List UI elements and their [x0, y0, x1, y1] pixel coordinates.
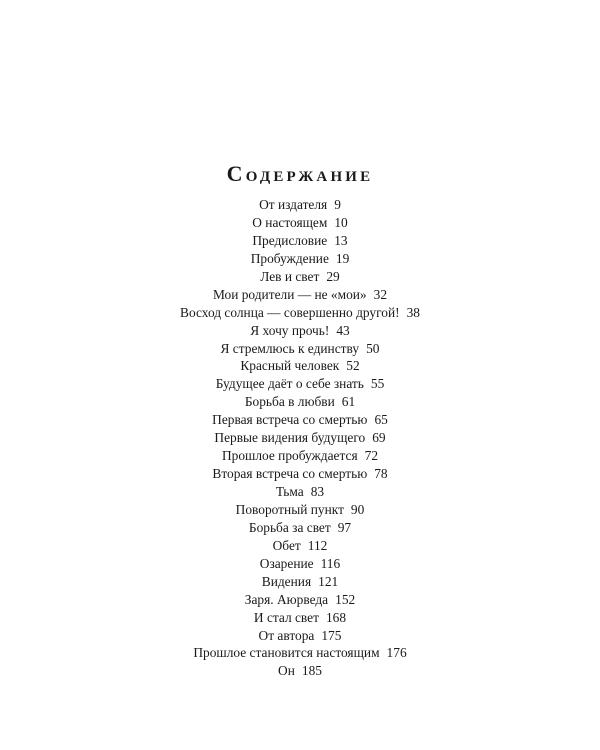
toc-entry-page-number: 175 [321, 627, 342, 643]
toc-entry [0, 573, 600, 591]
toc-entry-page-number: 90 [350, 501, 365, 517]
toc-entry [0, 662, 600, 680]
toc-entry-title: Я хочу прочь! [250, 322, 330, 338]
toc-entry-page-number: 97 [337, 519, 352, 535]
toc-entry-page-number: 10 [334, 214, 348, 230]
toc-entry [0, 250, 600, 268]
toc-entry-title: От издателя [259, 197, 328, 212]
toc-entry-title: И стал свет [253, 609, 319, 625]
toc-entry [0, 322, 600, 340]
toc-entry-title: Красный человек [240, 358, 340, 374]
toc-entry-page-number: 43 [336, 322, 350, 338]
toc-entry-page-number: 55 [370, 376, 385, 392]
toc-entry-page-number: 19 [335, 250, 350, 266]
toc-entry-title: Прошлое пробуждается [221, 448, 358, 464]
toc-entry-title: Борьба за свет [248, 519, 331, 535]
toc-entry-title: От автора [258, 627, 315, 643]
toc-entry-page-number: 65 [374, 412, 388, 428]
toc-entry-page-number: 112 [307, 537, 328, 553]
toc-entry-title: Мои родители — не «мои» [212, 286, 367, 302]
toc-entry [0, 555, 600, 573]
toc-entry [0, 537, 600, 555]
toc-entry [0, 196, 600, 214]
toc-entry-title: Прошлое становится настоящим [193, 645, 380, 661]
toc-entry [0, 340, 600, 358]
toc-entry-title: Предисловие [252, 232, 328, 248]
toc-entry-title: Первые видения будущего [214, 430, 366, 446]
toc-entry [0, 465, 600, 483]
toc-entry-page-number: 116 [320, 555, 341, 571]
toc-entry-page-number: 38 [406, 304, 420, 320]
toc-entry-page-number: 72 [364, 448, 379, 464]
toc-entry [0, 232, 600, 250]
toc-entry [0, 393, 600, 411]
toc-entry-title: Озарение [259, 555, 314, 571]
toc-entry-page-number: 52 [346, 358, 360, 374]
toc-entry [0, 304, 600, 322]
toc-entry-page-number: 78 [374, 466, 388, 482]
toc-entry-page-number: 69 [372, 430, 386, 446]
toc-entry [0, 627, 600, 645]
toc-entry [0, 501, 600, 519]
toc-entry-title: Поворотный пункт [235, 501, 344, 517]
toc-entry [0, 609, 600, 627]
toc-entry-page-number: 83 [310, 484, 325, 499]
toc-entry-title: Тьма [275, 484, 304, 499]
toc-entry [0, 591, 600, 609]
toc-entry-title: Он [278, 663, 295, 679]
toc-entry [0, 357, 600, 375]
toc-entry-title: Первая встреча со смертью [212, 412, 368, 428]
toc-entry-page-number: 29 [326, 268, 340, 284]
toc-entry-title: Я стремлюсь к единству [220, 340, 360, 356]
toc-entry-page-number: 185 [301, 663, 322, 679]
toc-entry [0, 286, 600, 304]
table-of-contents [0, 196, 600, 680]
toc-entry-page-number: 168 [325, 609, 347, 625]
toc-entry-page-number: 13 [334, 232, 348, 248]
toc-entry-page-number: 9 [334, 197, 341, 212]
toc-entry-title: Пробуждение [250, 250, 329, 266]
toc-entry-page-number: 50 [366, 340, 380, 356]
toc-entry-title: Будущее даёт о себе знать [215, 376, 364, 392]
page-title: Содержание [226, 160, 374, 186]
toc-entry-title: О настоящем [252, 214, 328, 230]
toc-entry [0, 411, 600, 429]
toc-entry-title: Обет [272, 537, 301, 553]
toc-entry [0, 644, 600, 662]
toc-entry [0, 268, 600, 286]
toc-entry-title: Вторая встреча со смертью [212, 466, 368, 482]
toc-entry [0, 447, 600, 465]
toc-entry-page-number: 152 [335, 591, 356, 607]
toc-entry-title: Восход солнца — совершенно другой! [180, 304, 400, 320]
toc-entry-page-number: 61 [341, 394, 356, 410]
toc-entry-page-number: 176 [386, 645, 407, 661]
toc-entry-title: Борьба в любви [244, 394, 335, 410]
toc-entry [0, 483, 600, 501]
toc-entry [0, 375, 600, 393]
toc-entry-title: Лев и свет [260, 268, 320, 284]
toc-entry-title: Заря. Аюрведа [244, 591, 329, 607]
toc-entry [0, 429, 600, 447]
toc-entry-page-number: 121 [318, 573, 339, 589]
toc-entry [0, 214, 600, 232]
toc-entry-title: Видения [261, 573, 312, 589]
toc-entry-page-number: 32 [373, 286, 388, 302]
toc-entry [0, 519, 600, 537]
